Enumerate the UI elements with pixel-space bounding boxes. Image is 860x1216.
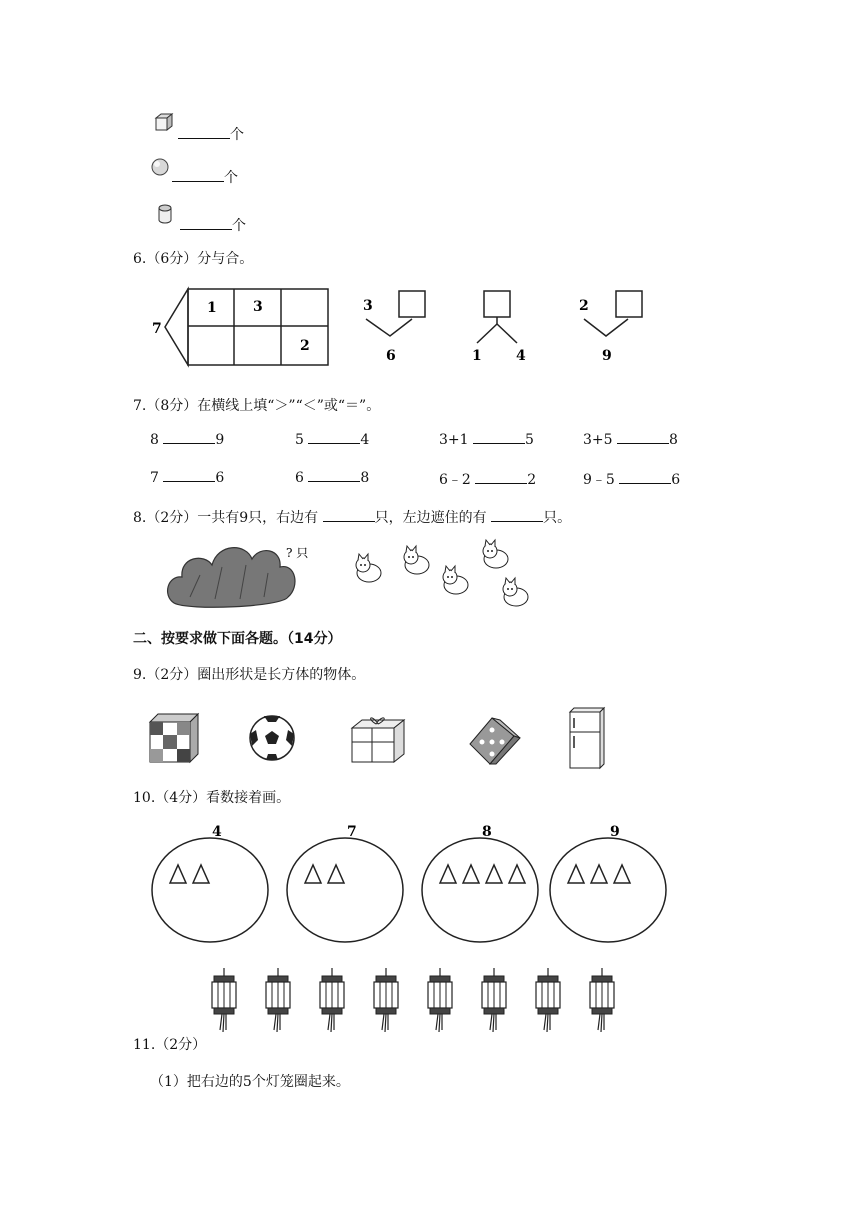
bush-question-label: ? 只	[286, 546, 309, 560]
cat-icon	[356, 554, 381, 582]
drawing-ellipse[interactable]	[422, 838, 538, 942]
cat-icon	[404, 546, 429, 574]
q7-item[interactable]: 5 4	[295, 432, 370, 448]
q6-title: 6.（6分）分与合。	[133, 251, 254, 267]
lantern-icon[interactable]	[266, 968, 290, 1032]
lantern-icon[interactable]	[374, 968, 398, 1032]
q7-item[interactable]: 3+1 5	[439, 432, 534, 448]
q8-blank-right[interactable]	[323, 509, 375, 522]
lantern-icon[interactable]	[536, 968, 560, 1032]
rubik-cube-icon[interactable]	[150, 714, 198, 762]
gift-box-icon[interactable]	[352, 718, 404, 762]
lantern-icon[interactable]	[428, 968, 452, 1032]
q10-title: 10.（4分）看数接着画。	[133, 790, 291, 806]
refrigerator-icon[interactable]	[570, 708, 604, 768]
q6-figure	[150, 280, 660, 380]
bond-bottom: 6	[386, 348, 396, 364]
soccer-ball-icon[interactable]	[250, 716, 294, 760]
q8-figure	[160, 535, 550, 615]
triangle-mark	[305, 865, 321, 883]
bond-answer-box[interactable]	[484, 291, 510, 317]
q7-item[interactable]: 3+5 8	[583, 432, 678, 448]
unit-label: 个	[230, 127, 244, 143]
table-cell: 2	[300, 338, 310, 354]
drawing-ellipse[interactable]	[550, 838, 666, 942]
bond-bottom-right: 4	[516, 348, 526, 364]
table-cell: 3	[253, 299, 263, 315]
group-number: 4	[212, 824, 222, 840]
q7-item[interactable]: 8 9	[150, 432, 225, 448]
triangle-mark	[193, 865, 209, 883]
count-row-ball	[150, 157, 170, 181]
count-row-cube	[154, 112, 174, 132]
bush-icon	[168, 548, 295, 608]
bond-bottom: 9	[602, 348, 612, 364]
triangle-mark	[170, 865, 186, 883]
bond-top-left: 3	[363, 298, 373, 314]
triangle-mark	[614, 865, 630, 883]
cat-icon	[503, 578, 528, 606]
dice-icon[interactable]	[470, 718, 520, 764]
q7-item[interactable]: 7 6	[150, 470, 225, 486]
number-bond-2	[472, 291, 526, 364]
triangle-mark	[486, 865, 502, 883]
q7-item[interactable]: 6 8	[295, 470, 370, 486]
bond-bottom-left: 1	[472, 348, 482, 364]
q8-text: 8.（2分）一共有9只，右边有 只，左边遮住的有 只。	[133, 510, 572, 526]
cat-icon	[443, 566, 468, 594]
cat-icon	[483, 540, 508, 568]
ball-icon	[150, 157, 170, 177]
q7-item[interactable]: 9﹣5 6	[583, 472, 681, 488]
count-row-cylinder	[156, 203, 174, 229]
table-cell: 1	[207, 300, 217, 316]
lantern-icon[interactable]	[482, 968, 506, 1032]
group-number: 7	[347, 824, 357, 840]
group-number: 9	[610, 824, 620, 840]
lantern-icon[interactable]	[590, 968, 614, 1032]
drawing-ellipse[interactable]	[287, 838, 403, 942]
unit-label: 个	[224, 170, 238, 186]
q8-blank-hidden[interactable]	[491, 509, 543, 522]
number-bond-1	[363, 291, 425, 364]
table-total: 7	[152, 321, 162, 337]
number-ellipse-group	[422, 824, 538, 942]
count-blank-cube[interactable]	[178, 124, 244, 144]
bond-top-left: 2	[579, 298, 589, 314]
number-ellipse-group	[152, 824, 268, 942]
q10-figure	[150, 818, 680, 948]
number-bond-3	[579, 291, 642, 364]
cube-icon	[154, 112, 174, 132]
triangle-mark	[440, 865, 456, 883]
q9-figure	[140, 700, 620, 775]
count-blank-cylinder[interactable]	[180, 215, 246, 235]
number-ellipse-group	[550, 824, 666, 942]
bond-answer-box[interactable]	[616, 291, 642, 317]
triangle-mark	[568, 865, 584, 883]
lanterns-row	[200, 968, 620, 1048]
group-number: 8	[482, 824, 492, 840]
cylinder-icon	[156, 203, 174, 225]
triangle-mark	[509, 865, 525, 883]
drawing-ellipse[interactable]	[152, 838, 268, 942]
q9-title: 9.（2分）圈出形状是长方体的物体。	[133, 667, 366, 683]
count-blank-ball[interactable]	[172, 167, 238, 187]
triangle-mark	[591, 865, 607, 883]
split-table	[152, 289, 328, 365]
lantern-icon[interactable]	[320, 968, 344, 1032]
lantern-icon[interactable]	[212, 968, 236, 1032]
number-ellipse-group	[287, 824, 403, 942]
q10-drawing	[150, 818, 680, 948]
triangle-mark	[463, 865, 479, 883]
q7-title: 7.（8分）在横线上填“＞”“＜”或“＝”。	[133, 398, 381, 414]
q11-sub1: （1）把右边的5个灯笼圈起来。	[150, 1074, 350, 1090]
section-heading: 二、按要求做下面各题。（14分）	[133, 631, 342, 647]
triangle-mark	[328, 865, 344, 883]
q11-title: 11.（2分）	[133, 1037, 207, 1053]
bond-answer-box[interactable]	[399, 291, 425, 317]
lanterns-drawing	[200, 968, 620, 1048]
unit-label: 个	[232, 218, 246, 234]
q7-item[interactable]: 6﹣2 2	[439, 472, 537, 488]
